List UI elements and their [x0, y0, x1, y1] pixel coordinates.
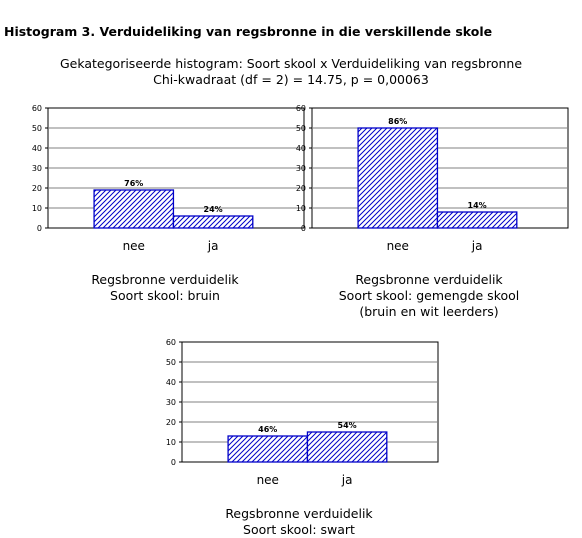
- y-tick-label: 30: [295, 164, 306, 173]
- caption-swart-line1: Regsbronne verduidelik: [225, 506, 373, 521]
- bar-gemengd-ja: [437, 212, 516, 228]
- y-tick-label: 60: [295, 104, 306, 113]
- caption-swart: [160, 506, 438, 538]
- x-tick-label: ja: [207, 239, 219, 253]
- y-tick-label: 40: [165, 378, 176, 387]
- chart-subtitle: Gekategoriseerde histogram: Soort skool x Verduideliking van regsbronne: [59, 56, 523, 71]
- y-tick-label: 40: [31, 144, 42, 153]
- y-tick-label: 50: [165, 358, 176, 367]
- bar-gemengd-nee: [358, 128, 437, 228]
- y-tick-label: 50: [31, 124, 42, 133]
- caption-gemengd-line3: (bruin en wit leerders): [359, 304, 499, 319]
- caption-bruin-line1: Regsbronne verduidelik: [91, 272, 239, 287]
- data-label: 46%: [258, 425, 278, 434]
- histogram-panel-gemengd: [290, 100, 568, 253]
- y-tick-label: 20: [31, 184, 42, 193]
- y-tick-label: 10: [165, 438, 176, 447]
- y-tick-label: 60: [31, 104, 42, 113]
- y-tick-label: 0: [300, 224, 306, 233]
- y-tick-label: 40: [295, 144, 306, 153]
- histogram-panel-swart: [160, 334, 438, 487]
- x-tick-label: ja: [341, 473, 353, 487]
- data-label: 54%: [337, 421, 357, 430]
- y-tick-label: 60: [165, 338, 176, 347]
- data-label: 24%: [203, 205, 223, 214]
- x-tick-label: ja: [471, 239, 483, 253]
- y-tick-label: 30: [165, 398, 176, 407]
- caption-gemengd-line1: Regsbronne verduidelik: [355, 272, 503, 287]
- caption-bruin-line2: Soort skool: bruin: [110, 288, 220, 303]
- y-tick-label: 0: [36, 224, 42, 233]
- caption-gemengd: [290, 272, 568, 320]
- data-label: 86%: [388, 117, 408, 126]
- x-tick-label: nee: [256, 473, 279, 487]
- chart-statistic: Chi-kwadraat (df = 2) = 14.75, p = 0,00063: [153, 72, 429, 87]
- bar-swart-nee: [228, 436, 307, 462]
- bar-bruin-nee: [94, 190, 173, 228]
- y-tick-label: 10: [31, 204, 42, 213]
- y-tick-label: 20: [165, 418, 176, 427]
- histogram-chart-swart: [160, 334, 438, 487]
- x-tick-label: nee: [386, 239, 409, 253]
- caption-gemengd-line2: Soort skool: gemengde skool: [338, 288, 520, 303]
- bar-swart-ja: [307, 432, 386, 462]
- histogram-chart-bruin: [26, 100, 304, 253]
- caption-bruin: [26, 272, 304, 304]
- y-tick-label: 30: [31, 164, 42, 173]
- y-tick-label: 50: [295, 124, 306, 133]
- y-tick-label: 20: [295, 184, 306, 193]
- data-label: 76%: [124, 179, 144, 188]
- y-tick-label: 0: [170, 458, 176, 467]
- histogram-panel-bruin: [26, 100, 304, 253]
- histogram-chart-gemengd: [290, 100, 568, 253]
- figure-heading: Histogram 3. Verduideliking van regsbronne in die verskillende skole: [4, 24, 493, 39]
- caption-swart-line2: Soort skool: swart: [243, 522, 355, 537]
- bar-bruin-ja: [173, 216, 252, 228]
- x-tick-label: nee: [122, 239, 145, 253]
- y-tick-label: 10: [295, 204, 306, 213]
- data-label: 14%: [467, 201, 487, 210]
